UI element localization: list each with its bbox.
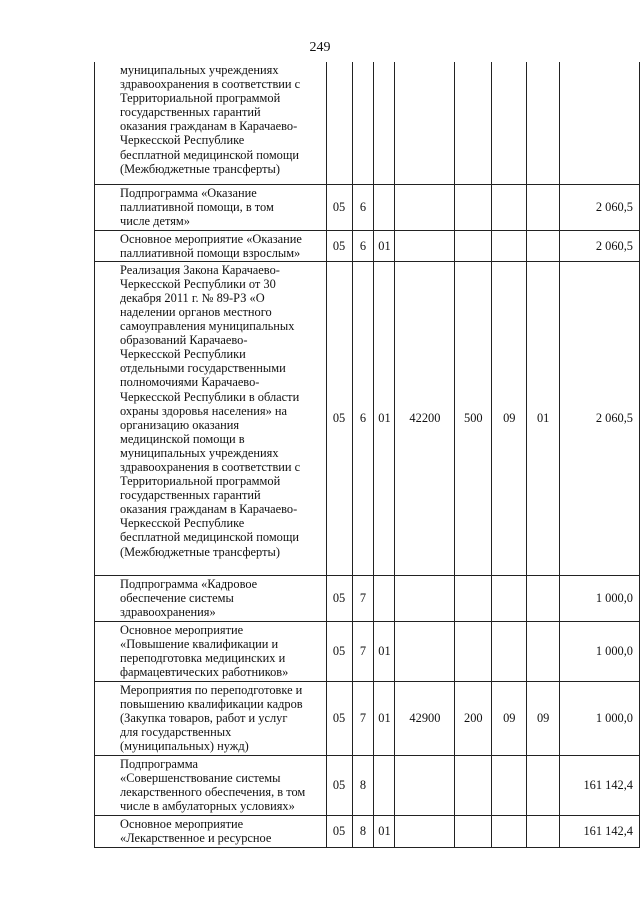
table-row — [95, 681, 640, 755]
code-measure: 01 — [374, 681, 395, 755]
code-direction: 42900 — [395, 681, 455, 755]
code-subdivision — [527, 184, 560, 230]
code-expense-type — [455, 621, 492, 681]
page-number: 249 — [309, 40, 331, 55]
code-section: 05 — [326, 621, 352, 681]
code-measure — [374, 184, 395, 230]
code-subdivision — [527, 62, 560, 184]
code-division — [492, 184, 527, 230]
code-direction — [395, 62, 455, 184]
code-direction — [395, 184, 455, 230]
code-division — [492, 815, 527, 847]
code-direction — [395, 575, 455, 621]
amount: 2 060,5 — [560, 184, 640, 230]
code-direction — [395, 230, 455, 261]
row-name: Основное мероприятие «Повышение квалификации и переподготовка медицинских и фармацевтических работников» — [95, 621, 327, 681]
code-subdivision — [527, 815, 560, 847]
code-expense-type: 500 — [455, 261, 492, 575]
code-division — [492, 230, 527, 261]
code-expense-type — [455, 575, 492, 621]
code-section: 05 — [326, 755, 352, 815]
row-name: Реализация Закона Карачаево- Черкесской Республики от 30 декабря 2011 г. № 89-РЗ «О наделении органов местного самоуправления муниципальных образований Карачаево- Черкесской Республики отдельными государственными полномочиями Карачаево- Черкесской Республики в области охраны здоровья населения» на организацию оказания медицинской помощи в муниципальных учреждениях здравоохранения в соответствии с Территориальной программой государственных гарантий оказания гражданам в Карачаево- Черкесской Республике бесплатной медицинской помощи (Межбюджетные трансферты) — [95, 261, 327, 575]
code-section: 05 — [326, 815, 352, 847]
row-name: Мероприятия по переподготовке и повышению квалификации кадров (Закупка товаров, работ и услуг для государственных (муниципальных) нужд) — [95, 681, 327, 755]
code-subprogram: 8 — [352, 755, 374, 815]
code-measure: 01 — [374, 815, 395, 847]
code-division — [492, 62, 527, 184]
code-measure — [374, 755, 395, 815]
code-subdivision: 09 — [527, 681, 560, 755]
code-subdivision — [527, 621, 560, 681]
code-expense-type — [455, 62, 492, 184]
amount: 1 000,0 — [560, 575, 640, 621]
amount — [560, 62, 640, 184]
amount: 1 000,0 — [560, 621, 640, 681]
code-division — [492, 621, 527, 681]
code-section: 05 — [326, 681, 352, 755]
code-division — [492, 575, 527, 621]
code-direction — [395, 621, 455, 681]
code-subdivision — [527, 575, 560, 621]
amount: 161 142,4 — [560, 755, 640, 815]
code-subprogram: 6 — [352, 261, 374, 575]
code-direction: 42200 — [395, 261, 455, 575]
budget-table — [94, 62, 640, 848]
row-name: Подпрограмма «Кадровое обеспечение системы здравоохранения» — [95, 575, 327, 621]
code-subdivision — [527, 755, 560, 815]
code-expense-type — [455, 815, 492, 847]
table-row — [95, 184, 640, 230]
code-section: 05 — [326, 261, 352, 575]
row-name: Основное мероприятие «Оказание паллиативной помощи взрослым» — [95, 230, 327, 261]
code-measure: 01 — [374, 621, 395, 681]
code-section — [326, 62, 352, 184]
code-subdivision: 01 — [527, 261, 560, 575]
code-subprogram: 7 — [352, 575, 374, 621]
code-subdivision — [527, 230, 560, 261]
amount: 1 000,0 — [560, 681, 640, 755]
table-row — [95, 62, 640, 184]
code-subprogram: 8 — [352, 815, 374, 847]
table-row — [95, 575, 640, 621]
amount: 2 060,5 — [560, 230, 640, 261]
code-division — [492, 755, 527, 815]
table-row — [95, 621, 640, 681]
code-section: 05 — [326, 230, 352, 261]
amount: 161 142,4 — [560, 815, 640, 847]
code-subprogram — [352, 62, 374, 184]
code-division: 09 — [492, 261, 527, 575]
code-expense-type — [455, 230, 492, 261]
row-name: муниципальных учреждениях здравоохранения в соответствии с Территориальной программой государственных гарантий оказания гражданам в Карачаево- Черкесской Республике бесплатной медицинской помощи (Межбюджетные трансферты) — [95, 62, 327, 184]
row-name: Подпрограмма «Совершенствование системы лекарственного обеспечения, в том числе в амбулаторных условиях» — [95, 755, 327, 815]
table-row — [95, 755, 640, 815]
code-expense-type — [455, 755, 492, 815]
code-subprogram: 7 — [352, 621, 374, 681]
code-subprogram: 6 — [352, 184, 374, 230]
table-row — [95, 815, 640, 847]
table-row — [95, 230, 640, 261]
code-subprogram: 6 — [352, 230, 374, 261]
amount: 2 060,5 — [560, 261, 640, 575]
code-direction — [395, 755, 455, 815]
code-section: 05 — [326, 184, 352, 230]
code-measure: 01 — [374, 261, 395, 575]
code-measure — [374, 575, 395, 621]
code-subprogram: 7 — [352, 681, 374, 755]
code-direction — [395, 815, 455, 847]
code-division: 09 — [492, 681, 527, 755]
table-row — [95, 261, 640, 575]
row-name: Основное мероприятие «Лекарственное и ресурсное — [95, 815, 327, 847]
row-name: Подпрограмма «Оказание паллиативной помощи, в том числе детям» — [95, 184, 327, 230]
code-measure — [374, 62, 395, 184]
code-expense-type — [455, 184, 492, 230]
code-expense-type: 200 — [455, 681, 492, 755]
code-section: 05 — [326, 575, 352, 621]
code-measure: 01 — [374, 230, 395, 261]
